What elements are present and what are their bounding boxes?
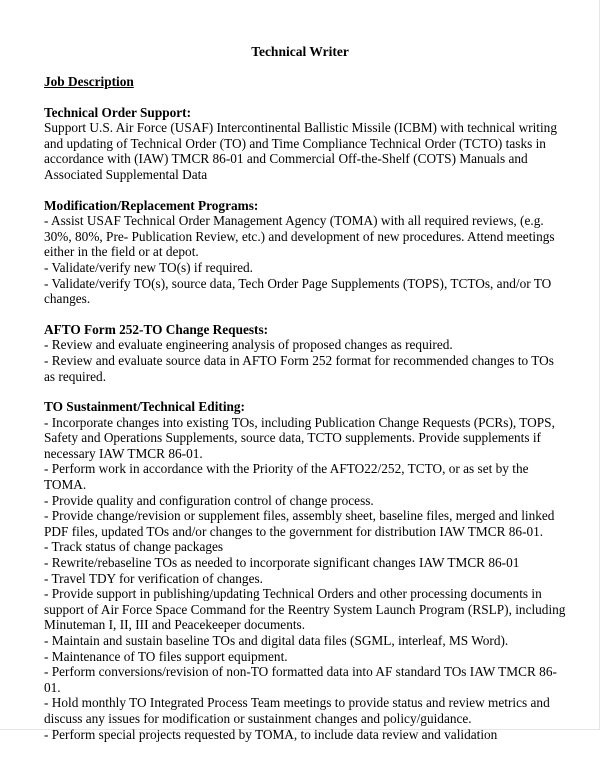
document-body	[44, 74, 568, 757]
section-paragraph: Support U.S. Air Force (USAF) Intercontinental Ballistic Missile (ICBM) with technical writing and updating of Technical Order (TO) and Time Compliance Technical Order (TCTO) tasks in accordance with (IAW) TMCR 86-01 and Commercial Off-the-Shelf (COTS) Manuals and Associated Supplemental Data	[44, 120, 557, 182]
document-title: Technical Writer	[251, 44, 349, 59]
list-item: - Rewrite/rebaseline TOs as needed to incorporate significant changes IAW TMCR 86-01	[44, 555, 520, 571]
job-description-heading: Job Description	[44, 74, 134, 89]
section-afto-form-252	[44, 322, 568, 384]
list-item: - Review and evaluate engineering analysis of proposed changes as required.	[44, 337, 453, 353]
section-heading: Modification/Replacement Programs:	[44, 197, 259, 213]
bullet-list	[44, 415, 568, 742]
list-item: - Provide quality and configuration control of change process.	[44, 492, 374, 508]
list-item: - Validate/verify TO(s), source data, Tech Order Page Supplements (TOPS), TCTOs, and/or TO changes.	[44, 275, 552, 307]
list-item: - Incorporate changes into existing TOs, including Publication Change Requests (PCRs), TOPS, Safety and Operations Supplements, source data, TCTO supplements. Provide supplements if necessary IAW TMCR 86-01.	[44, 414, 555, 461]
list-item: - Provide support in publishing/updating Technical Orders and other processing documents in support of Air Force Space Command for the Reentry System Launch Program (RSLP), including Minuteman I, II, III and Peacekeeper documents.	[44, 586, 566, 633]
bullet-list	[44, 337, 568, 384]
list-item: - Provide change/revision or supplement files, assembly sheet, baseline files, merged and linked PDF files, updated TOs and/or changes to the government for distribution IAW TMCR 86-01.	[44, 508, 555, 539]
section-technical-order-support	[44, 105, 568, 183]
list-item: - Assist USAF Technical Order Management Agency (TOMA) with all required reviews, (e.g. 30%, 80%, Pre- Publication Review, etc.) and development of new procedures. Attend meetings either in the field or at depot.	[44, 213, 555, 260]
list-item: - Perform work in accordance with the Priority of the AFTO22/252, TCTO, or as set by the TOMA.	[44, 461, 529, 493]
section-modification-replacement-programs	[44, 198, 568, 307]
section-to-sustainment-technical-editing	[44, 399, 568, 742]
list-item: - Maintain and sustain baseline TOs and digital data files (SGML, interleaf, MS Word).	[44, 633, 509, 648]
list-item: - Validate/verify new TO(s) if required.	[44, 259, 253, 275]
list-item: - Hold monthly TO Integrated Process Team meetings to provide status and review metrics and discuss any issues for modification or sustainment changes and policy/guidance.	[44, 695, 550, 726]
section-heading: Technical Order Support:	[44, 104, 192, 120]
list-item: - Perform conversions/revision of non-TO formatted data into AF standard TOs IAW TMCR 86-01.	[44, 664, 557, 695]
list-item: - Review and evaluate source data in AFTO Form 252 format for recommended changes to TOs as required.	[44, 352, 554, 384]
list-item: - Perform special projects requested by TOMA, to include data review and validation	[44, 726, 498, 742]
section-heading: AFTO Form 252-TO Change Requests:	[44, 321, 269, 337]
bullet-list	[44, 213, 568, 307]
section-heading: TO Sustainment/Technical Editing:	[44, 399, 245, 415]
list-item: - Maintenance of TO files support equipment.	[44, 648, 288, 664]
list-item: - Travel TDY for verification of changes.	[44, 570, 263, 586]
list-item: - Track status of change packages	[44, 539, 224, 555]
